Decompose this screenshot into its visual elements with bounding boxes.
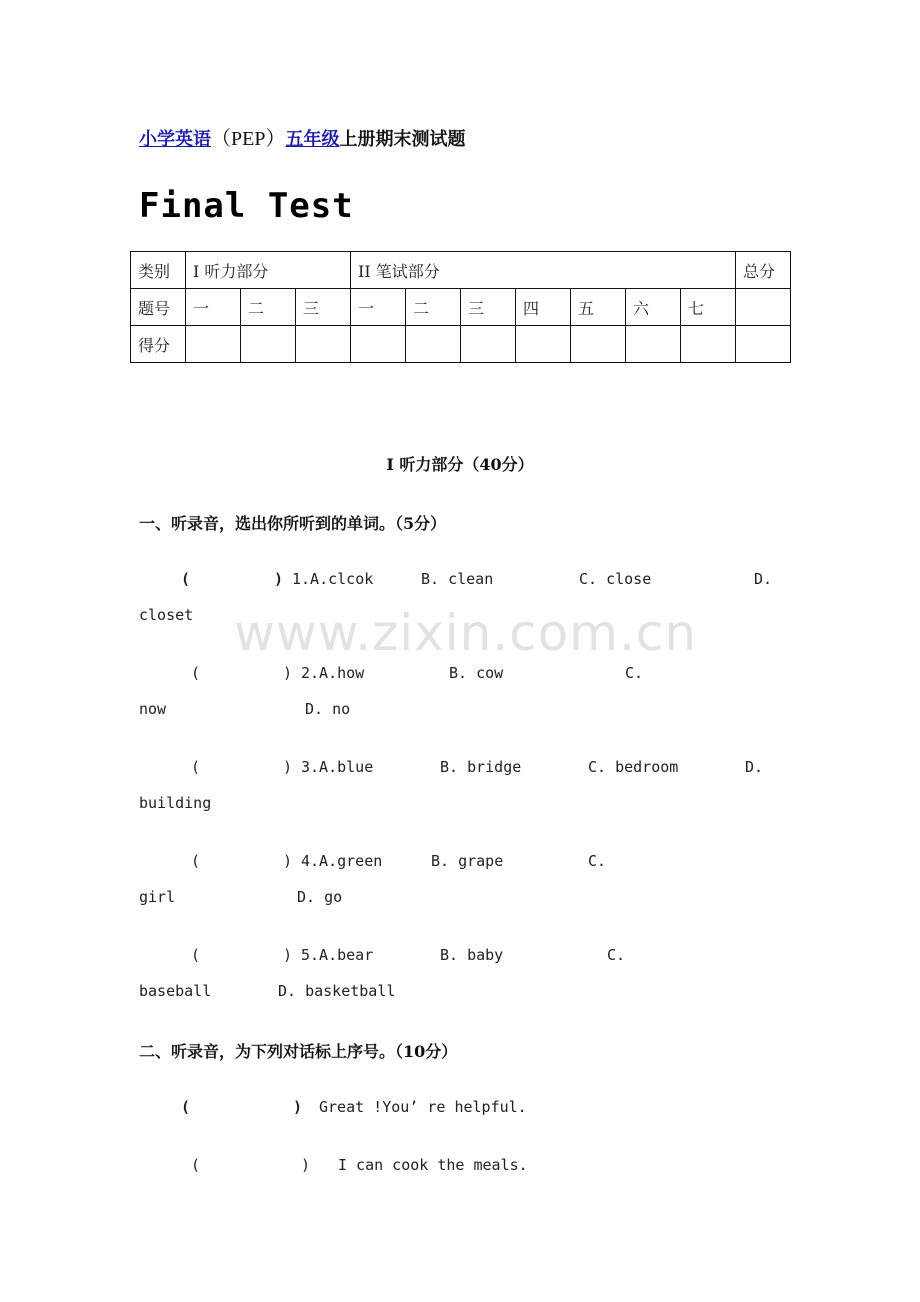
part1-heading: I 听力部分（40分） (386, 455, 534, 474)
header-pep: （PEP） (211, 128, 286, 150)
score-input-cell[interactable] (461, 326, 516, 363)
answer-paren-close: ) (274, 570, 284, 588)
table-cell: I 听力部分 (186, 252, 351, 289)
option-d: D. go (297, 888, 343, 906)
section2-heading: 二、听录音，为下列对话标上序号。（10分） (139, 1042, 458, 1061)
answer-paren-close: ) (283, 664, 293, 682)
score-input-cell[interactable] (241, 326, 296, 363)
option-d: D. (745, 758, 764, 776)
answer-paren-close: ) (283, 758, 293, 776)
table-cell: 三 (296, 289, 351, 326)
score-input-cell[interactable] (736, 326, 791, 363)
option-c: C. (588, 852, 607, 870)
section1-heading: 一、听录音，选出你所听到的单词。（5分） (139, 514, 447, 533)
table-cell: II 笔试部分 (351, 252, 736, 289)
answer-paren-open[interactable]: ( (191, 1156, 201, 1174)
score-input-cell[interactable] (626, 326, 681, 363)
answer-paren-open[interactable]: ( (191, 946, 201, 964)
option-b: B. clean (421, 570, 494, 588)
score-input-cell[interactable] (406, 326, 461, 363)
table-cell: 总分 (736, 252, 791, 289)
table-cell: 二 (406, 289, 461, 326)
option-c: C. close (579, 570, 652, 588)
answer-paren-close: ) (293, 1098, 303, 1116)
option-c: C. bedroom (588, 758, 679, 776)
option-b: B. baby (440, 946, 504, 964)
table-row (131, 289, 791, 326)
header-link-grade-five[interactable]: 五年级 (285, 129, 340, 150)
score-input-cell[interactable] (571, 326, 626, 363)
option-c-word: baseball (139, 982, 212, 1000)
dialogue-text: I can cook the meals. (338, 1156, 528, 1174)
table-row (131, 252, 791, 289)
option-b: B. cow (449, 664, 504, 682)
score-input-cell[interactable] (296, 326, 351, 363)
answer-paren-open[interactable]: ( (181, 570, 191, 588)
option-a: 4.A.green (301, 852, 383, 870)
score-input-cell[interactable] (186, 326, 241, 363)
table-cell: 四 (516, 289, 571, 326)
table-row (131, 326, 791, 363)
table-cell: 七 (681, 289, 736, 326)
table-cell: 三 (461, 289, 516, 326)
option-d-word: closet (139, 606, 194, 624)
answer-paren-close: ) (283, 946, 293, 964)
option-b: B. grape (431, 852, 504, 870)
option-c-word: girl (139, 888, 176, 906)
watermark: www.zixin.com.cn (234, 604, 698, 662)
option-c: C. (625, 664, 644, 682)
answer-paren-open[interactable]: ( (191, 664, 201, 682)
score-table (130, 251, 791, 363)
document-header (139, 122, 465, 151)
table-cell: 一 (351, 289, 406, 326)
option-d: D. no (305, 700, 351, 718)
answer-paren-open[interactable]: ( (181, 1098, 191, 1116)
table-cell: 六 (626, 289, 681, 326)
option-c: C. (607, 946, 626, 964)
answer-paren-close: ) (301, 1156, 311, 1174)
option-c-word: now (139, 700, 167, 718)
option-b: B. bridge (440, 758, 522, 776)
option-d-word: building (139, 794, 212, 812)
option-a: 3.A.blue (301, 758, 374, 776)
header-link-primary-english[interactable]: 小学英语 (139, 129, 211, 150)
option-a: 5.A.bear (301, 946, 374, 964)
option-a: 1.A.clcok (292, 570, 374, 588)
answer-paren-open[interactable]: ( (191, 852, 201, 870)
header-rest: 上册期末测试题 (339, 129, 466, 150)
option-d: D. (754, 570, 773, 588)
score-input-cell[interactable] (516, 326, 571, 363)
score-input-cell[interactable] (681, 326, 736, 363)
table-cell: 一 (186, 289, 241, 326)
score-input-cell[interactable] (351, 326, 406, 363)
table-cell (736, 289, 791, 326)
option-d: D. basketball (278, 982, 396, 1000)
option-a: 2.A.how (301, 664, 365, 682)
table-cell: 二 (241, 289, 296, 326)
table-cell: 得分 (131, 326, 186, 363)
table-cell: 类别 (131, 252, 186, 289)
table-cell: 五 (571, 289, 626, 326)
table-cell: 题号 (131, 289, 186, 326)
page-title: Final Test (139, 186, 354, 226)
answer-paren-open[interactable]: ( (191, 758, 201, 776)
answer-paren-close: ) (283, 852, 293, 870)
dialogue-text: Great !You’ re helpful. (319, 1098, 527, 1116)
